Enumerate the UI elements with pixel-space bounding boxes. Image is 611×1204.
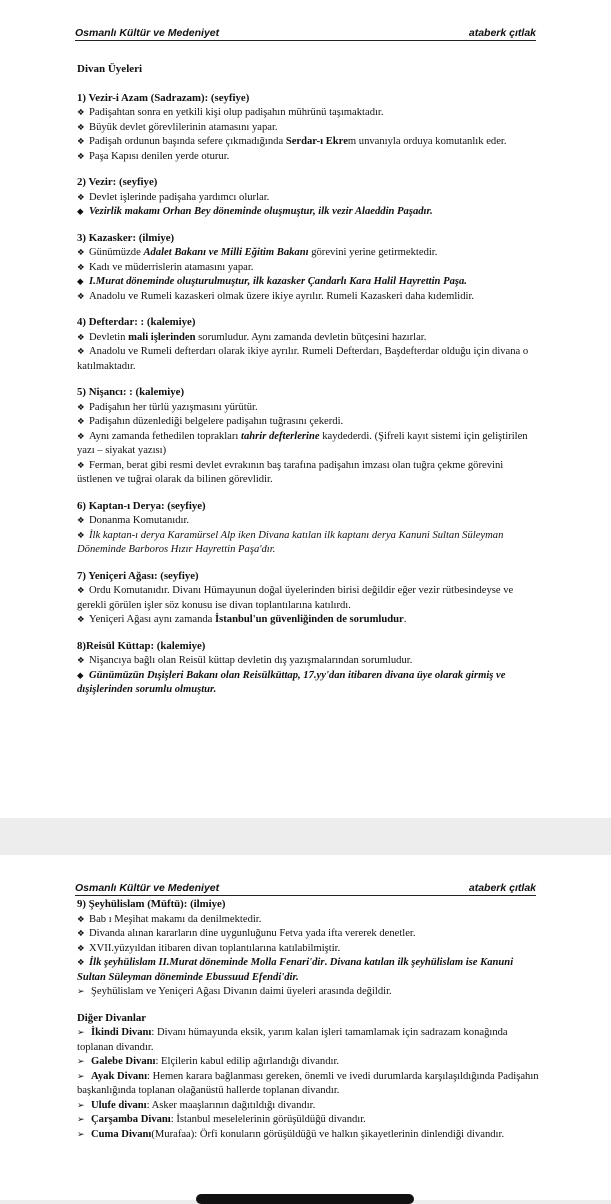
diamond-bullet-icon: ❖	[77, 122, 85, 133]
page-1-content	[77, 62, 541, 709]
list-item	[77, 927, 541, 942]
list-item	[77, 942, 541, 957]
list-item	[77, 246, 541, 261]
list-item	[77, 1099, 541, 1114]
item-text-bold-italic: I.Murat döneminde oluşturulmuştur, ilk kazasker Çandarlı Kara Halil Hayrettin Paşa.	[89, 276, 467, 287]
item-text: Kadı ve müderrislerin atamasını yapar.	[89, 261, 254, 273]
item-text-bold: Serdar-ı Ekre	[285, 136, 348, 147]
list-item	[77, 331, 541, 346]
list-item	[77, 430, 541, 459]
item-text: : Divanı hümayunda eksik, yarım kalan işleri tamamlamak için sadrazam konağında toplanan divandır.	[77, 1027, 508, 1053]
item-text-bold-italic: tahrir defterlerine	[241, 430, 320, 442]
list-item	[77, 1128, 541, 1143]
diamond-bullet-icon: ❖	[77, 137, 85, 147]
diamond-bullet-icon: ❖	[77, 248, 85, 258]
diamond-bullet-icon: ❖	[77, 586, 85, 596]
section-heading: 9) Şeyhülislam (Müftü): (ilmiye)	[77, 898, 226, 910]
diamond-bullet-icon: ❖	[77, 291, 85, 302]
list-item	[77, 459, 541, 488]
list-item	[77, 1026, 541, 1055]
section-heading: 8)Reisül Küttap: (kalemiye)	[77, 639, 206, 652]
document-page-2	[0, 855, 611, 1200]
item-text-bold: .	[324, 957, 330, 968]
item-text: Padişahtan sonra en yetkili kişi olup padişahın mührünü taşımaktadır.	[89, 107, 384, 118]
header-course-title: Osmanlı Kültür ve Medeniyet	[75, 27, 220, 39]
section-kaptan-i-derya	[77, 499, 541, 558]
item-text: : Asker maaşlarının dağıtıldığı divandır.	[146, 1099, 316, 1111]
item-text: Günümüzde	[89, 247, 144, 258]
section-heading: 4) Defterdar: : (kalemiye)	[77, 316, 196, 328]
item-text: Yeniçeri Ağası aynı zamanda	[89, 614, 216, 625]
item-text-bold-italic: Vezirlik makamı Orhan Bey döneminde oluşmuştur, ilk vezir Alaeddin Paşadır.	[89, 206, 433, 217]
list-item	[77, 135, 541, 150]
diamond-bullet-icon: ❖	[77, 332, 85, 343]
item-text: (Murafaa): Örfi konuların görüşüldüğü ve halkın şikayetlerinin dinlendiği divandır.	[151, 1128, 505, 1140]
section-heading: 2) Vezir: (seyfiye)	[77, 176, 158, 188]
page-title: Divan Üyeleri	[77, 63, 143, 75]
diamond-bullet-icon: ❖	[77, 262, 85, 273]
list-item	[77, 985, 541, 1000]
diamond-bullet-icon: ❖	[77, 914, 85, 925]
item-text: kaydederdi. (Şifreli kayıt sistemi için geliştirilen yazı – siyakat yazısı)	[77, 430, 528, 456]
section-seyhulislam	[77, 897, 541, 1000]
arrow-bullet-icon: ➢	[77, 1100, 85, 1111]
diamond-bullet-icon: ❖	[77, 417, 85, 427]
item-text: Ordu Komutanıdır. Divanı Hümayunun doğal üyelerinden birisi değildir eğer vezir rütbesindeyse ve gerekli görülen işler söz konusu ise divan toplantılarına katılırdı.	[77, 585, 514, 611]
item-key: Ulufe divanı	[91, 1099, 147, 1111]
arrow-bullet-icon: ➢	[77, 1115, 85, 1125]
item-text: Padişahın her türlü yazışmasını yürütür.	[89, 401, 258, 413]
diamond-bullet-icon: ◆	[77, 670, 84, 681]
diamond-bullet-icon: ❖	[77, 615, 85, 625]
item-text-bold-italic: Günümüzün Dışişleri Bakanı olan Reisülküttap, 17.yy'dan itibaren divana üye olarak girmiş ve dışişlerinden sorumlu olmuştur.	[77, 669, 506, 695]
section-vezir-i-azam	[77, 91, 541, 165]
list-item	[77, 584, 541, 613]
diamond-bullet-icon: ❖	[77, 929, 85, 939]
item-text-bold-italic: Divana katılan ilk şeyhülislam ise Kanuni Sultan Süleyman döneminde Ebussuud Efendi'dir.	[77, 957, 514, 983]
item-text: Padişah ordunun başında sefere çıkmadığında	[89, 136, 286, 147]
item-text: m unvanıyla orduya komutanlık eder.	[347, 136, 507, 147]
diamond-bullet-icon: ❖	[77, 943, 85, 954]
arrow-bullet-icon: ➢	[77, 1129, 85, 1140]
list-item	[77, 415, 541, 430]
list-item	[77, 529, 541, 558]
section-heading: 1) Vezir-i Azam (Sadrazam): (seyfiye)	[77, 91, 250, 104]
section-heading: 7) Yeniçeri Ağası: (seyfiye)	[77, 569, 199, 582]
item-text: Anadolu ve Rumeli defterdarı olarak ikiye ayrılır. Rumeli Defterdarı, Başdefterdar olduğu için divana o katılmaktadır.	[77, 346, 529, 372]
section-kazasker	[77, 231, 541, 305]
item-text: : Hemen karara bağlanması gereken, önemli ve ivedi durumlarda karşılaşıldığında Padişahın başkanlığında toplanan olağanüstü hallerde toplanan divandır.	[77, 1070, 539, 1096]
section-defterdar	[77, 315, 541, 374]
item-text: Devletin	[89, 331, 129, 343]
item-text: Bab ı Meşihat makamı da denilmektedir.	[89, 913, 262, 925]
arrow-bullet-icon: ➢	[77, 987, 85, 997]
diamond-bullet-icon: ❖	[77, 347, 85, 357]
item-text: Divanda alınan kararların dine uygunluğunu Fetva yada ifta vererek denetler.	[89, 928, 416, 939]
list-item	[77, 121, 541, 136]
section-heading: 3) Kazasker: (ilmiye)	[77, 231, 175, 244]
list-item	[77, 913, 541, 928]
list-item	[77, 1113, 541, 1128]
list-item	[77, 514, 541, 529]
list-item	[77, 401, 541, 416]
item-key: Ayak Divanı	[91, 1070, 148, 1082]
section-yeniceri-agasi	[77, 569, 541, 628]
list-item	[77, 290, 541, 305]
header-author: ataberk çıtlak	[468, 882, 536, 894]
item-text: sorumludur. Aynı zamanda devletin bütçesini hazırlar.	[195, 331, 427, 343]
diamond-bullet-icon: ❖	[77, 192, 85, 203]
page-2-content	[77, 883, 541, 1153]
item-text: : Elçilerin kabul edilip ağırlandığı divandır.	[155, 1056, 340, 1067]
list-item	[77, 654, 541, 669]
item-text: XVII.yüzyıldan itibaren divan toplantılarına katılabilmiştir.	[89, 942, 341, 954]
section-vezir	[77, 175, 541, 220]
header-author: ataberk çıtlak	[468, 27, 536, 39]
item-text: Ferman, berat gibi resmi devlet evrakının baş tarafına padişahın imzası olan tuğra çekme görevini üstlenen ve tuğrai olarak da bilinen görevlidir.	[77, 459, 504, 485]
item-text: Donanma Komutanıdır.	[89, 515, 190, 526]
diamond-bullet-icon: ❖	[77, 460, 85, 471]
item-text: Büyük devlet görevlilerinin atamasını yapar.	[89, 121, 278, 133]
list-item	[77, 956, 541, 985]
diamond-bullet-icon: ❖	[77, 108, 85, 118]
item-text: Devlet işlerinde padişaha yardımcı olurlar.	[89, 191, 270, 203]
list-item	[77, 106, 541, 121]
arrow-bullet-icon: ➢	[77, 1071, 85, 1082]
item-text-bold-italic: Adalet Bakanı ve Milli Eğitim Bakanı	[143, 247, 309, 258]
item-key: Galebe Divanı	[91, 1056, 156, 1067]
item-text: Nişancıya bağlı olan Reisül küttap devletin dış yazışmalarından sorumludur.	[89, 655, 413, 666]
list-item	[77, 261, 541, 276]
list-item	[77, 669, 541, 698]
diamond-bullet-icon: ❖	[77, 958, 85, 968]
item-text: görevini yerine getirmektedir.	[308, 247, 438, 258]
list-item	[77, 150, 541, 165]
section-heading: 5) Nişancı: : (kalemiye)	[77, 386, 185, 398]
item-text: Padişahın düzenlediği belgelere padişahın tuğrasını çekerdi.	[89, 416, 344, 427]
list-item	[77, 191, 541, 206]
list-item	[77, 613, 541, 628]
item-key: Çarşamba Divanı	[91, 1114, 171, 1125]
page-header	[75, 26, 536, 41]
list-item	[77, 1070, 541, 1099]
home-indicator-bar	[196, 1194, 414, 1204]
item-text-italic: İlk kaptan-ı derya Karamürsel Alp iken Divana katılan ilk kaptanı derya Kanuni Sultan Süleyman Döneminde Barboros Hızır Hayrettin Paşa'dır.	[77, 529, 504, 555]
arrow-bullet-icon: ➢	[77, 1057, 85, 1067]
section-heading: Diğer Divanlar	[77, 1011, 147, 1024]
list-item	[77, 345, 541, 374]
diamond-bullet-icon: ❖	[77, 402, 85, 413]
item-key: İkindi Divanı	[91, 1027, 152, 1038]
item-key: Cuma Divanı	[91, 1128, 152, 1140]
item-text: : İstanbul meselelerinin görüşüldüğü divandır.	[170, 1114, 366, 1125]
diamond-bullet-icon: ◆	[77, 277, 84, 287]
item-text: Şeyhülislam ve Yeniçeri Ağası Divanın daimi üyeleri arasında değildir.	[91, 986, 392, 997]
item-text: Anadolu ve Rumeli kazaskeri olmak üzere ikiye ayrılır. Rumeli Kazaskeri daha kıdemlidir.	[89, 290, 475, 302]
header-course-title: Osmanlı Kültür ve Medeniyet	[75, 882, 220, 894]
list-item	[77, 275, 541, 290]
list-item	[77, 205, 541, 220]
section-heading: 6) Kaptan-ı Derya: (seyfiye)	[77, 499, 206, 512]
item-text-bold-italic: İlk şeyhülislam II.Murat döneminde Molla Fenari'dir	[89, 957, 325, 968]
diamond-bullet-icon: ❖	[77, 516, 85, 526]
item-text: Paşa Kapısı denilen yerde oturur.	[89, 150, 230, 162]
item-text-bold: mali işlerinden	[128, 331, 196, 343]
item-text: .	[403, 614, 407, 625]
item-text: Aynı zamanda fethedilen toprakları	[89, 430, 241, 442]
item-text-bold: İstanbul'un güvenliğinden de sorumludur	[215, 614, 404, 625]
section-reisul-kuttap	[77, 639, 541, 698]
diamond-bullet-icon: ❖	[77, 151, 85, 162]
diamond-bullet-icon: ❖	[77, 530, 85, 541]
section-nisanci	[77, 385, 541, 488]
section-diger-divanlar	[77, 1011, 541, 1143]
diamond-bullet-icon: ❖	[77, 656, 85, 666]
diamond-bullet-icon: ◆	[77, 207, 84, 217]
diamond-bullet-icon: ❖	[77, 431, 85, 442]
arrow-bullet-icon: ➢	[77, 1028, 85, 1038]
list-item	[77, 1055, 541, 1070]
